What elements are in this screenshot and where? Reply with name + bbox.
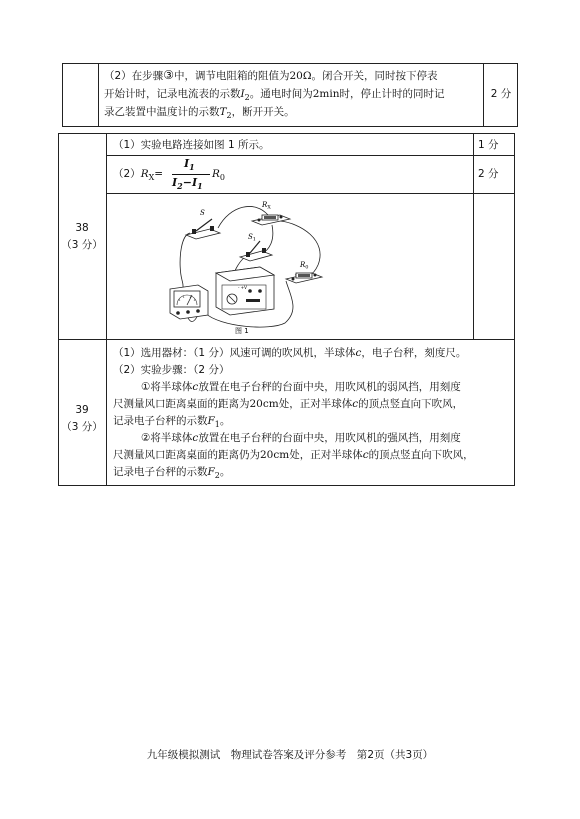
label-s1: $S_1$	[248, 233, 256, 243]
q38-item2-score: 2 分	[478, 168, 499, 180]
q38-item1: （1）实验电路连接如图 1 所示。	[113, 139, 270, 151]
table-top-divider-left	[98, 63, 99, 127]
row2-line2: 开始计时，记录电流表的示数$I_2$。通电时间为2min时，停止计时的同时记	[104, 88, 445, 103]
row2-score: 2 分	[490, 88, 512, 100]
q39-line7: 尺测量风口距离桌面的距离仍为20cm处，正对半球体c的顶点竖直向下吹风，	[113, 449, 474, 461]
formula-r0: $R_0$	[212, 168, 225, 183]
col-divider-right	[473, 133, 474, 339]
q39-line6: ②将半球体c放置在电子台秤的台面中央，用吹风机的强风挡，用刻度	[141, 432, 461, 444]
formula-denominator: $I_2-I_1$	[172, 176, 203, 192]
row-line-q38-end	[58, 339, 515, 340]
circuit-diagram	[160, 195, 330, 335]
q39-line2: （2）实验步骤：（2 分）	[113, 364, 230, 376]
formula-fraction-bar	[172, 174, 210, 175]
switch-s	[186, 209, 220, 239]
q38-number: 38	[75, 222, 89, 234]
q38-item1-score: 1 分	[478, 139, 499, 151]
row2-line3: 录乙装置中温度计的示数$T_2$，断开开关。	[104, 106, 295, 121]
row-line-2	[106, 193, 515, 194]
circled-three: ③	[163, 68, 174, 82]
figure-caption: 图 1	[235, 327, 249, 335]
q39-number: 39	[75, 404, 89, 416]
col-divider-left	[106, 133, 107, 486]
q39-line3: ①将半球体c放置在电子台秤的台面中央，用吹风机的弱风挡，用刻度	[141, 381, 461, 393]
q39-points: （3 分）	[61, 421, 103, 433]
formula-numerator: $I_1$	[184, 157, 195, 173]
current-page: 2	[367, 749, 374, 761]
q39-line5: 记录电子台秤的示数$F_1$。	[113, 415, 231, 430]
page-footer: 九年级模拟测试 物理试卷答案及评分参考 第2页（共3页）	[146, 749, 434, 761]
q38-item2-prefix: $(2)R_X=$	[113, 168, 164, 183]
row2-line1: （2）在步骤③中，调节电阻箱的阻值为20Ω。闭合开关，同时按下停表	[104, 68, 438, 82]
ammeter	[170, 285, 208, 319]
resistor-r0	[286, 261, 322, 283]
row-line-1	[106, 155, 515, 156]
switch-s1	[240, 233, 272, 261]
label-r0: $R_0$	[300, 261, 309, 271]
svg-text:- +V: - +V	[238, 285, 247, 290]
q39-line1: （1）选用器材：（1 分）风速可调的吹风机，半球体c，电子台秤，刻度尺。	[113, 347, 467, 359]
q39-line8: 记录电子台秤的示数$F_2$。	[113, 466, 231, 481]
q38-points: （3 分）	[61, 239, 103, 251]
label-s: S	[200, 209, 205, 217]
total-pages: 3	[405, 749, 413, 761]
power-supply	[216, 267, 274, 315]
q39-line4: 尺测量风口距离桌面的距离为20cm处，正对半球体c的顶点竖直向下吹风，	[113, 398, 464, 410]
label-rx: $R_X$	[262, 201, 271, 211]
wire	[260, 225, 273, 255]
